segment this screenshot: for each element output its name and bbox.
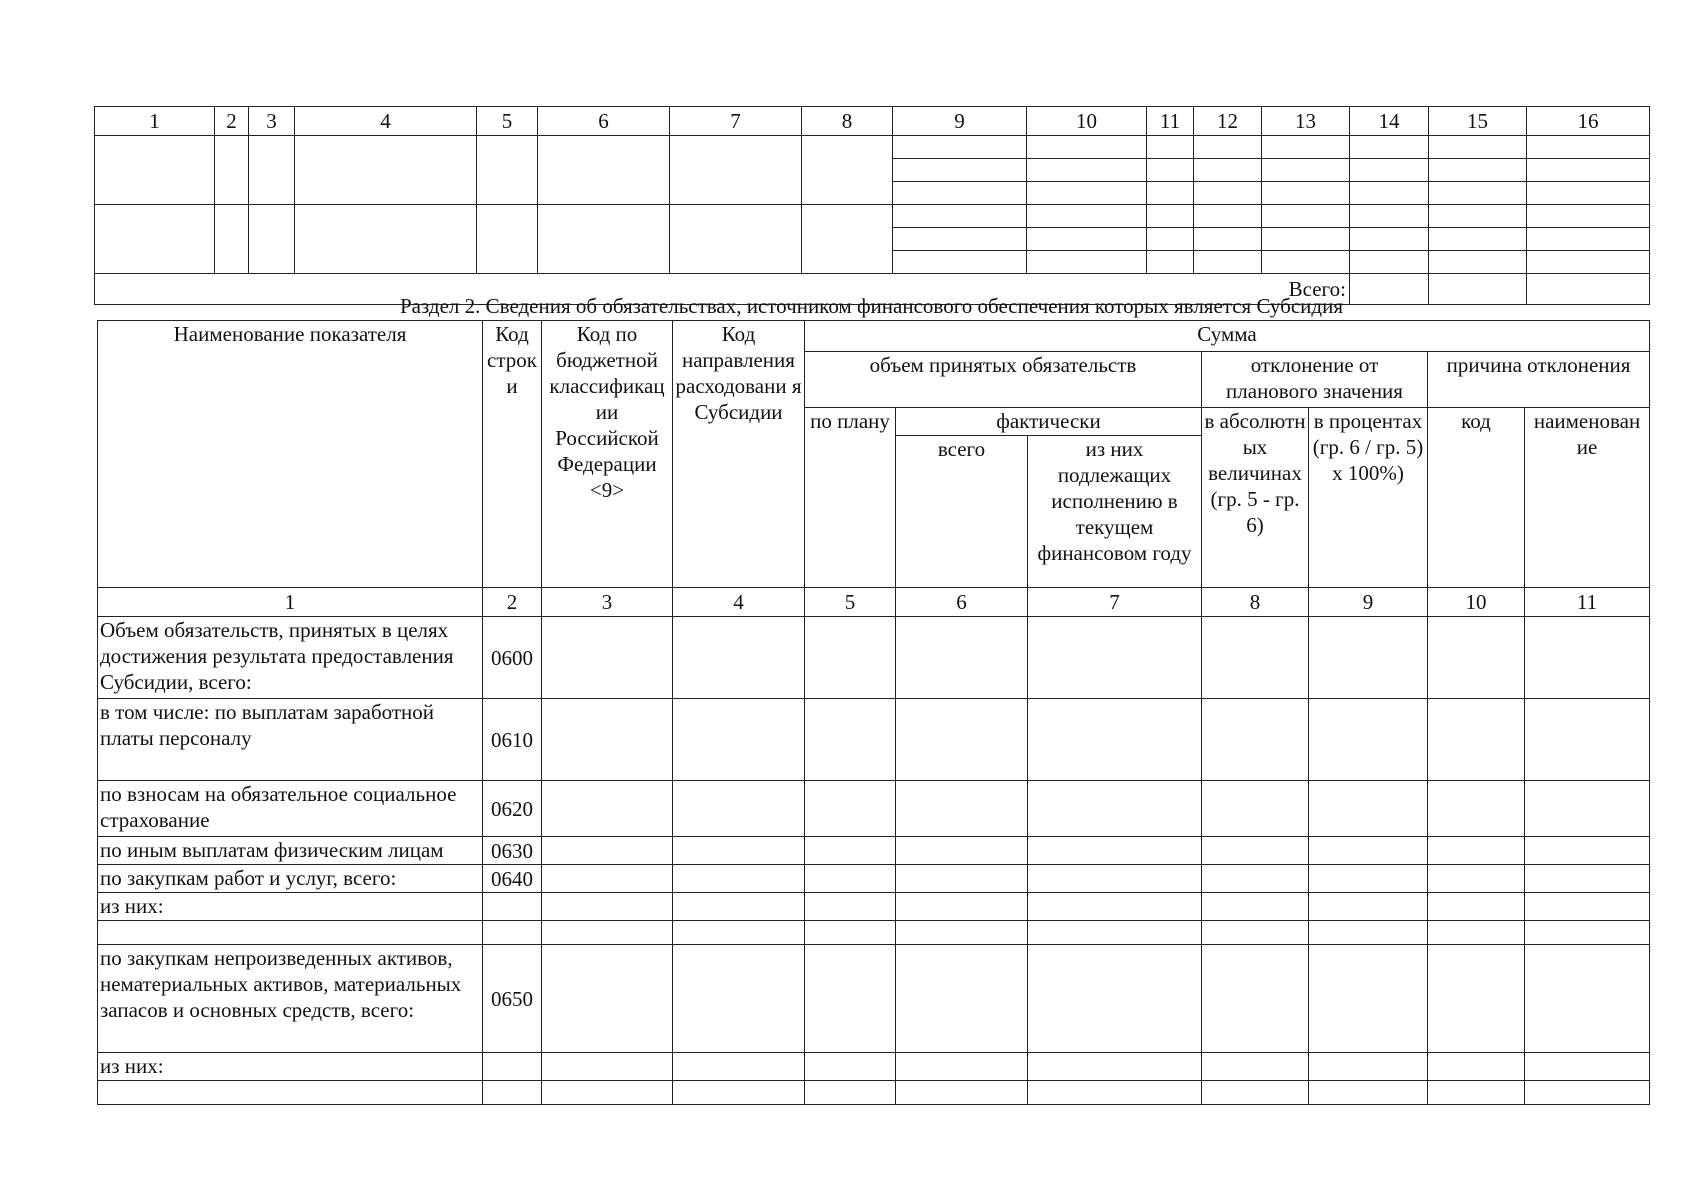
table-row <box>98 1081 1650 1105</box>
header-row-code: Код строк и <box>483 321 542 588</box>
table-cell[interactable] <box>1525 945 1650 1053</box>
table-cell[interactable] <box>542 781 673 837</box>
table-cell[interactable] <box>215 136 249 205</box>
table-cell[interactable] <box>1428 1081 1525 1105</box>
table-cell[interactable] <box>1194 182 1262 205</box>
table-cell[interactable] <box>1309 865 1428 893</box>
table-cell[interactable] <box>1147 205 1194 228</box>
table-cell[interactable] <box>1428 945 1525 1053</box>
table-cell[interactable] <box>1262 205 1350 228</box>
table-cell[interactable] <box>1202 1081 1309 1105</box>
table-cell[interactable] <box>1147 182 1194 205</box>
row-name: Объем обязательств, принятых в целях достижения результата предоставления Субсидии, всего: <box>98 617 483 699</box>
table-cell[interactable] <box>1202 1053 1309 1081</box>
table-cell[interactable] <box>896 1053 1028 1081</box>
table-cell[interactable] <box>1428 699 1525 781</box>
table-cell[interactable] <box>1028 1081 1202 1105</box>
column-number: 8 <box>1202 588 1309 617</box>
table-cell[interactable] <box>1429 159 1527 182</box>
column-number: 3 <box>249 107 295 136</box>
table-cell[interactable] <box>673 865 805 893</box>
table-cell[interactable] <box>1202 893 1309 921</box>
table-cell[interactable] <box>673 1053 805 1081</box>
table-cell[interactable] <box>1262 159 1350 182</box>
table-cell[interactable] <box>1027 251 1147 274</box>
header-direction-code: Код направления расходовани я Субсидии <box>673 321 805 588</box>
header-sum: Сумма <box>805 321 1650 352</box>
table-cell[interactable] <box>1350 159 1429 182</box>
table-cell[interactable] <box>1202 865 1309 893</box>
table-row <box>98 921 1650 945</box>
row-name <box>98 1081 483 1105</box>
table-cell[interactable] <box>1527 205 1650 228</box>
table-cell[interactable] <box>1350 228 1429 251</box>
table-cell[interactable] <box>896 837 1028 865</box>
table-cell[interactable] <box>893 228 1027 251</box>
header-row <box>98 321 1650 352</box>
row-name: по закупкам работ и услуг, всего: <box>98 865 483 893</box>
table-cell[interactable] <box>1202 921 1309 945</box>
table-cell[interactable] <box>896 1081 1028 1105</box>
table-cell[interactable] <box>1147 228 1194 251</box>
header-percent: в процентах (гр. 6 / гр. 5) x 100%) <box>1309 408 1428 588</box>
column-number: 7 <box>670 107 802 136</box>
row-code: 0640 <box>483 865 542 893</box>
table-cell[interactable] <box>1202 945 1309 1053</box>
table-row <box>98 865 1650 893</box>
table-cell[interactable] <box>1350 205 1429 228</box>
table-cell[interactable] <box>805 1081 896 1105</box>
previous-section-table <box>94 106 1650 305</box>
header-absolute: в абсолютн ых величинах (гр. 5 - гр. 6) <box>1202 408 1309 588</box>
table-cell[interactable] <box>1262 136 1350 159</box>
table-cell[interactable] <box>1429 182 1527 205</box>
table-cell[interactable] <box>1429 136 1527 159</box>
table-cell[interactable] <box>896 699 1028 781</box>
header-name: Наименование показателя <box>98 321 483 588</box>
obligations-table <box>97 320 1650 1105</box>
row-code: 0620 <box>483 781 542 837</box>
table-cell[interactable] <box>1027 136 1147 159</box>
header-budget-code: Код по бюджетной классификац ии Российской Федерации <9> <box>542 321 673 588</box>
table-cell[interactable] <box>1428 921 1525 945</box>
table-row <box>98 1053 1650 1081</box>
table-cell[interactable] <box>896 781 1028 837</box>
table-cell[interactable] <box>1527 182 1650 205</box>
table-cell[interactable] <box>802 136 893 205</box>
table-cell[interactable] <box>1309 837 1428 865</box>
table-cell[interactable] <box>896 893 1028 921</box>
column-number: 10 <box>1428 588 1525 617</box>
row-code <box>483 893 542 921</box>
header-by-plan: по плану <box>805 408 896 588</box>
column-number: 16 <box>1527 107 1650 136</box>
table-cell[interactable] <box>1028 837 1202 865</box>
row-name: из них: <box>98 893 483 921</box>
table-cell[interactable] <box>893 251 1027 274</box>
table-cell[interactable] <box>673 893 805 921</box>
table-cell[interactable] <box>673 1081 805 1105</box>
table-cell[interactable] <box>542 1081 673 1105</box>
table-cell[interactable] <box>542 1053 673 1081</box>
table-cell[interactable] <box>249 136 295 205</box>
table-row <box>98 699 1650 781</box>
header-total: всего <box>896 436 1028 588</box>
table-cell[interactable] <box>1350 182 1429 205</box>
table-cell[interactable] <box>95 136 215 205</box>
table-cell[interactable] <box>896 945 1028 1053</box>
table-cell[interactable] <box>1027 159 1147 182</box>
table-cell[interactable] <box>1525 1081 1650 1105</box>
column-number-row <box>95 107 1650 136</box>
table-cell[interactable] <box>1527 136 1650 159</box>
table-cell[interactable] <box>1202 837 1309 865</box>
column-number: 5 <box>805 588 896 617</box>
table-cell[interactable] <box>1194 228 1262 251</box>
column-number-row <box>98 588 1650 617</box>
table-cell[interactable] <box>1147 251 1194 274</box>
header-naming: наименован ие <box>1525 408 1650 588</box>
table-cell[interactable] <box>1527 251 1650 274</box>
table-cell[interactable] <box>893 205 1027 228</box>
table-cell[interactable] <box>1202 781 1309 837</box>
table-cell[interactable] <box>1028 617 1202 699</box>
table-cell[interactable] <box>673 837 805 865</box>
table-cell[interactable] <box>1028 699 1202 781</box>
row-name: по иным выплатам физическим лицам <box>98 837 483 865</box>
column-number: 6 <box>896 588 1028 617</box>
column-number: 13 <box>1262 107 1350 136</box>
table-cell[interactable] <box>1194 159 1262 182</box>
table-cell[interactable] <box>1028 945 1202 1053</box>
table-cell[interactable] <box>1527 159 1650 182</box>
row-code: 0600 <box>483 617 542 699</box>
table-cell[interactable] <box>1525 1053 1650 1081</box>
column-number: 7 <box>1028 588 1202 617</box>
table-cell[interactable] <box>1429 205 1527 228</box>
table-cell[interactable] <box>542 921 673 945</box>
table-cell[interactable] <box>1194 251 1262 274</box>
table-cell[interactable] <box>1147 136 1194 159</box>
table-cell[interactable] <box>1350 251 1429 274</box>
table-cell[interactable] <box>1309 699 1428 781</box>
header-volume: объем принятых обязательств <box>805 352 1202 408</box>
table-cell[interactable] <box>1028 1053 1202 1081</box>
row-code <box>483 921 542 945</box>
column-number: 4 <box>295 107 477 136</box>
row-name: по закупкам непроизведенных активов, нематериальных активов, материальных запасов и основных средств, всего: <box>98 945 483 1053</box>
table-cell[interactable] <box>1262 182 1350 205</box>
table-cell[interactable] <box>802 205 893 274</box>
table-cell[interactable] <box>1027 205 1147 228</box>
row-code <box>483 1081 542 1105</box>
table-cell[interactable] <box>805 699 896 781</box>
table-cell[interactable] <box>896 921 1028 945</box>
table-cell[interactable] <box>673 921 805 945</box>
table-cell[interactable] <box>538 205 670 274</box>
table-cell[interactable] <box>1429 228 1527 251</box>
table-cell[interactable] <box>1309 781 1428 837</box>
table-cell[interactable] <box>1525 865 1650 893</box>
table-cell[interactable] <box>1202 699 1309 781</box>
table-row <box>98 837 1650 865</box>
table-cell[interactable] <box>1309 1081 1428 1105</box>
row-code: 0650 <box>483 945 542 1053</box>
table-row <box>98 893 1650 921</box>
table-cell[interactable] <box>673 617 805 699</box>
table-cell[interactable] <box>805 837 896 865</box>
table-cell[interactable] <box>1194 136 1262 159</box>
table-cell[interactable] <box>1027 228 1147 251</box>
table-row <box>98 781 1650 837</box>
table-cell[interactable] <box>1525 893 1650 921</box>
column-number: 4 <box>673 588 805 617</box>
table-cell[interactable] <box>249 205 295 274</box>
table-cell[interactable] <box>1028 865 1202 893</box>
table-cell[interactable] <box>670 205 802 274</box>
table-cell[interactable] <box>805 617 896 699</box>
column-number: 8 <box>802 107 893 136</box>
column-number: 12 <box>1194 107 1262 136</box>
row-code: 0630 <box>483 837 542 865</box>
table-cell[interactable] <box>215 205 249 274</box>
header-reason: причина отклонения <box>1428 352 1650 408</box>
table-cell[interactable] <box>1309 1053 1428 1081</box>
table-cell[interactable] <box>1194 205 1262 228</box>
column-number: 14 <box>1350 107 1429 136</box>
column-number: 2 <box>483 588 542 617</box>
table-cell[interactable] <box>542 837 673 865</box>
row-name <box>98 921 483 945</box>
section-title: Раздел 2. Сведения об обязательствах, источником финансового обеспечения которых является Субсидия <box>400 294 1343 318</box>
table-cell[interactable] <box>1527 228 1650 251</box>
table-cell[interactable] <box>893 159 1027 182</box>
table-cell[interactable] <box>896 617 1028 699</box>
column-number: 11 <box>1525 588 1650 617</box>
table-cell[interactable] <box>673 699 805 781</box>
table-body <box>98 617 1650 1105</box>
table-cell[interactable] <box>542 617 673 699</box>
header-of-which: из них подлежащих исполнению в текущем финансовом году <box>1028 436 1202 588</box>
table-cell[interactable] <box>805 865 896 893</box>
table-cell[interactable] <box>805 1053 896 1081</box>
table-row <box>98 617 1650 699</box>
table-cell[interactable] <box>896 865 1028 893</box>
table-cell[interactable] <box>1428 893 1525 921</box>
table-cell[interactable] <box>673 781 805 837</box>
table-cell[interactable] <box>1147 159 1194 182</box>
table-cell[interactable] <box>295 205 477 274</box>
row-code <box>483 1053 542 1081</box>
header-code: код <box>1428 408 1525 588</box>
table-cell[interactable] <box>1428 617 1525 699</box>
table-row <box>95 205 1650 228</box>
column-number: 5 <box>477 107 538 136</box>
table-cell[interactable] <box>477 205 538 274</box>
column-number: 1 <box>98 588 483 617</box>
column-number: 11 <box>1147 107 1194 136</box>
table-cell[interactable] <box>893 136 1027 159</box>
table-cell[interactable] <box>538 136 670 205</box>
table-cell[interactable] <box>1262 228 1350 251</box>
table-cell[interactable] <box>1350 136 1429 159</box>
table-cell[interactable] <box>1028 921 1202 945</box>
row-code: 0610 <box>483 699 542 781</box>
table-cell[interactable] <box>670 136 802 205</box>
column-number: 9 <box>893 107 1027 136</box>
table-cell[interactable] <box>542 699 673 781</box>
table-cell[interactable] <box>95 205 215 274</box>
table-cell[interactable] <box>805 921 896 945</box>
column-number: 9 <box>1309 588 1428 617</box>
table-cell[interactable] <box>1309 617 1428 699</box>
table-cell[interactable] <box>805 893 896 921</box>
total-label: Всего: <box>95 274 1350 305</box>
header-actual: фактически <box>896 408 1202 436</box>
table-cell[interactable] <box>295 136 477 205</box>
column-number: 6 <box>538 107 670 136</box>
table-cell[interactable] <box>542 893 673 921</box>
table-cell[interactable] <box>1028 893 1202 921</box>
header-deviation: отклонение от планового значения <box>1202 352 1428 408</box>
table-cell[interactable] <box>1525 617 1650 699</box>
table-cell[interactable] <box>805 781 896 837</box>
table-cell[interactable] <box>1525 837 1650 865</box>
table-cell[interactable] <box>1309 945 1428 1053</box>
row-name: по взносам на обязательное социальное страхование <box>98 781 483 837</box>
table-row <box>95 136 1650 159</box>
table-cell[interactable] <box>1429 251 1527 274</box>
table-cell[interactable] <box>1428 837 1525 865</box>
column-number: 10 <box>1027 107 1147 136</box>
table-cell[interactable] <box>1428 865 1525 893</box>
table-cell[interactable] <box>1525 699 1650 781</box>
table-cell[interactable] <box>542 945 673 1053</box>
table-cell[interactable] <box>1428 1053 1525 1081</box>
table-cell[interactable] <box>1525 781 1650 837</box>
table-cell[interactable] <box>1309 921 1428 945</box>
row-name: из них: <box>98 1053 483 1081</box>
table-cell[interactable] <box>542 865 673 893</box>
column-number: 3 <box>542 588 673 617</box>
table-cell[interactable] <box>477 136 538 205</box>
table-cell[interactable] <box>1428 781 1525 837</box>
table-cell[interactable] <box>1202 617 1309 699</box>
table-cell[interactable] <box>1525 921 1650 945</box>
table-cell[interactable] <box>1309 893 1428 921</box>
table-row <box>98 945 1650 1053</box>
column-number: 1 <box>95 107 215 136</box>
table-cell[interactable] <box>893 182 1027 205</box>
column-number: 15 <box>1429 107 1527 136</box>
table-cell[interactable] <box>1028 781 1202 837</box>
table-cell[interactable] <box>805 945 896 1053</box>
column-number: 2 <box>215 107 249 136</box>
table-cell[interactable] <box>1262 251 1350 274</box>
table-cell[interactable] <box>673 945 805 1053</box>
row-name: в том числе: по выплатам заработной платы персоналу <box>98 699 483 781</box>
table-cell[interactable] <box>1027 182 1147 205</box>
